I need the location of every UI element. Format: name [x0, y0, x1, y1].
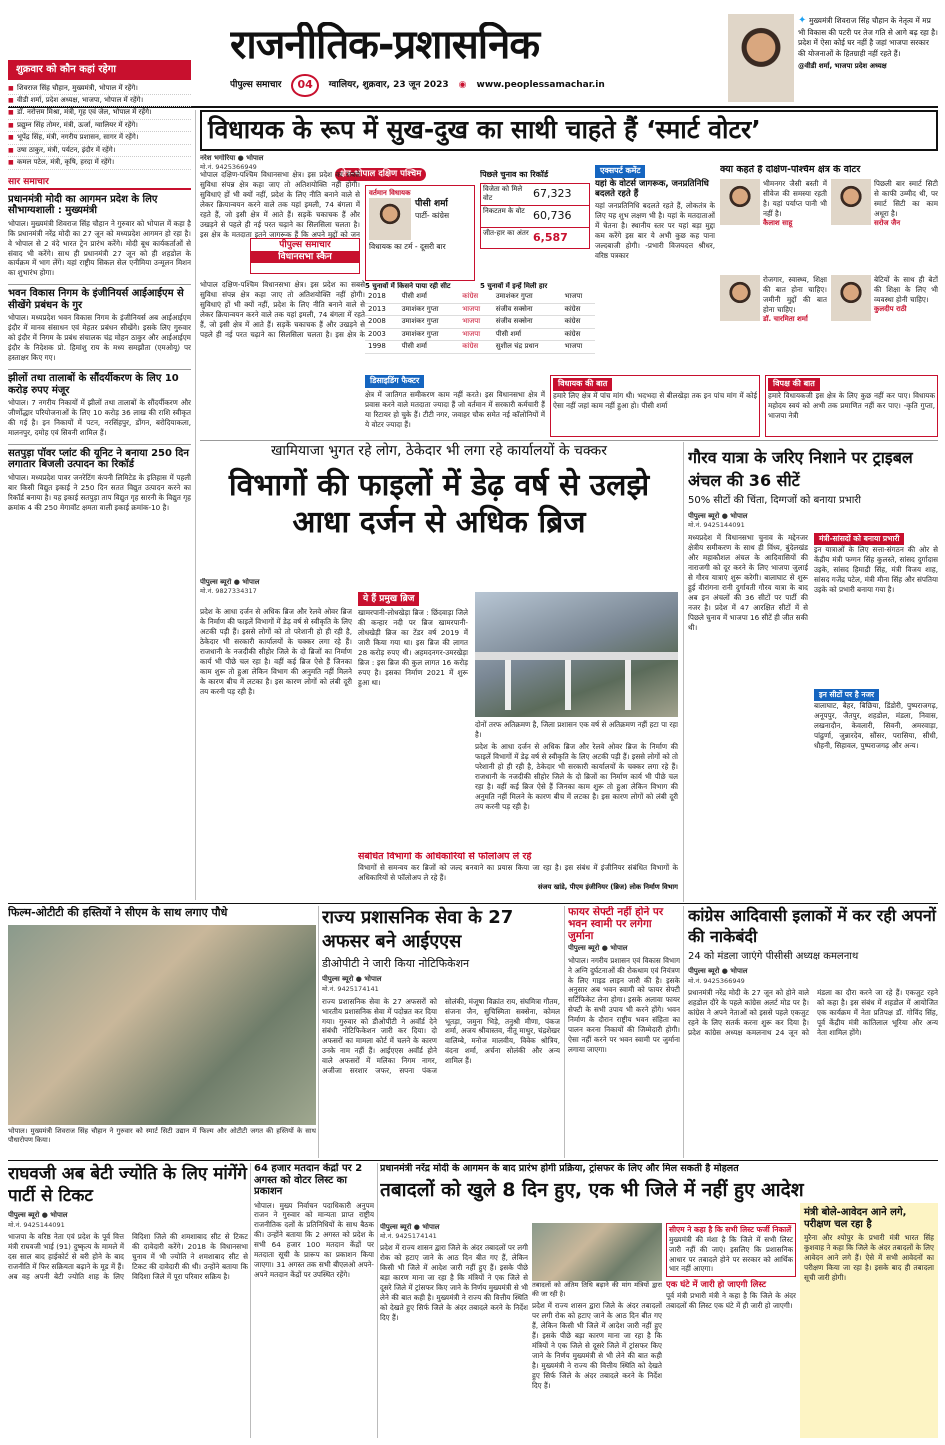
transfer-kicker: प्रधानमंत्री नरेंद्र मोदी के आगमन के बाद प्रारंभ होगी प्रक्रिया, ट्रांसफर के लिए और मिल सकती है मोहलत — [380, 1163, 739, 1174]
brief-title: प्रधानमंत्री मोदी का आगमन प्रदेश के लिए सौभाग्यशाली : मुख्यमंत्री — [8, 193, 158, 217]
result-row — [481, 228, 589, 249]
cell-party: भाजपा — [459, 316, 492, 328]
mla-party: पार्टी- कांग्रेस — [415, 210, 450, 220]
ias-story — [322, 906, 560, 1158]
byline — [200, 578, 320, 596]
voter-quote — [720, 275, 827, 367]
byline — [322, 975, 560, 993]
tweet-handle: @वीडी शर्मा, भाजपा प्रदेश अध्यक्ष — [798, 61, 887, 70]
logo-line1: पीपुल्स समाचार — [279, 240, 331, 250]
congress-subhead: 24 को मंडला जाएंगे पीसीसी अध्यक्ष कमलनाथ — [688, 950, 859, 962]
cell-year: 2018 — [365, 291, 399, 303]
page-number: 04 — [291, 74, 318, 97]
mla-name: पीसी शर्मा — [415, 199, 448, 210]
raghav-headline: राघवजी अब बेटी ज्योति के लिए मांगेंगे पार्टी से टिकट — [8, 1164, 247, 1207]
table-row — [365, 328, 595, 340]
byline-name: पीपुल्स ब्यूरो ● भोपाल — [380, 1223, 440, 1231]
transfer-box — [666, 1223, 796, 1438]
brief — [8, 444, 191, 513]
byline-name: पीपुल्स ब्यूरो ● भोपाल — [8, 1211, 68, 1220]
history-table — [365, 291, 595, 353]
list-item: ■ उषा ठाकुर, मंत्री, पर्यटन, इंदौर में रहेंगे। — [8, 145, 191, 157]
voterlist-headline: 64 हजार मतदान केंद्रों पर 2 अगस्त को वोटर लिस्ट का प्रकाशन — [254, 1163, 363, 1197]
list-item: ■ शिवराज सिंह चौहान, मुख्यमंत्री, भोपाल में रहेंगे। — [8, 83, 191, 95]
voter-name: कुलदीप राठी — [874, 304, 907, 313]
mla-label: वर्तमान विधायक — [369, 189, 411, 197]
ias-subhead: डीओपीटी ने जारी किया नोटिफिकेशन — [322, 956, 470, 970]
cell-year: 2003 — [365, 328, 399, 340]
cell-loser: उमाशंकर गुप्ता — [493, 291, 562, 303]
byline — [8, 1211, 248, 1229]
who-where-list — [8, 83, 191, 170]
result-value: 67,323 — [533, 186, 572, 200]
top-story-body-side: भोपाल दक्षिण-पश्चिम विधानसभा क्षेत्र। इस प्रदेश का सबसे सुविधा संपन्न क्षेत्र कहा जाए तो अतिशयोक्ति नहीं होगी। सुविधाएं हों भी क्यों नहीं, प्रदेश के लिए नीति बनाने वाले से लेकर क्रियान्वयन करने वाले तक यहां इमली, 74 बंगला में रहते हैं, जो इसी क्षेत्र में आते हैं। सड़कें चकाचक हैं और उखड़ने से पहले ही नई परत चढ़ाने का सिलसिला चलता है। इस क्षेत्र के मतदाता इतने जागरूक हैं कि अपने मुद्दों को जन — [200, 170, 360, 238]
cell-party: कांग्रेस — [561, 328, 595, 340]
opposition-talk — [765, 375, 938, 437]
bridge-note-tag: संबंधित विभागों के अधिकारियों से फॉलोअप ले रहे — [358, 852, 532, 862]
transfer-headline: तबादलों को खुले 8 दिन हुए, एक भी जिले में नहीं हुए आदेश — [380, 1178, 804, 1201]
brief-title: भवन विकास निगम के इंजीनियर्स आईआईएम से सीखेंगे प्रबंधन के गुर — [8, 288, 184, 311]
voters-box — [720, 165, 938, 375]
congress-story — [688, 906, 938, 1158]
byline-name: पीपुल्स ब्यूरो ● भोपाल — [322, 975, 382, 984]
portrait-photo — [728, 14, 794, 102]
result-label: निकटतम के वोट — [483, 206, 525, 215]
left-column — [8, 60, 191, 900]
gaurav-story — [688, 446, 938, 902]
tweet-box — [728, 14, 938, 104]
election-history — [365, 282, 595, 374]
twitter-bird-icon: ✦ — [798, 15, 807, 26]
byline — [688, 512, 938, 530]
voter-text: भीमनगर जैसी बस्ती में सीवेज की समस्या रहती है। यहां पर्याप्त पानी भी नहीं है। — [763, 178, 827, 218]
result-label: जीत-हार का अंतर — [483, 228, 529, 237]
bridge-note — [358, 852, 678, 907]
cell-winner: उमाशंकर गुप्ता — [399, 303, 460, 315]
film-caption: भोपाल। मुख्यमंत्री शिवराज सिंह चौहान ने गुरुवार को स्मार्ट सिटी उद्यान में फिल्म और ओटीटी जगत की हस्तियों के साथ पौधारोपण किया। — [8, 1126, 316, 1145]
minister-body: मुरैना और श्योपुर के प्रभारी मंत्री भारत सिंह कुशवाह ने कहा कि जिले के अंदर तबादलों के लिए आवेदन आने लगे हैं। ऐसे में सभी आवेदनों का परीक्षण किया जा रहा है। इसके बाद ही तबादला सूची जारी होगी। — [804, 1233, 934, 1282]
cm-box — [666, 1223, 796, 1277]
cell-loser: संजीव सक्सेना — [493, 316, 562, 328]
cell-loser: पीसी शर्मा — [493, 328, 562, 340]
byline-mobile: मो.नं. 9827334317 — [200, 587, 257, 596]
byline-mobile: मो.नं. 9425366949 — [200, 163, 257, 172]
voter-photo — [831, 179, 871, 225]
page-title: राजनीतिक-प्रशासनिक — [230, 22, 540, 68]
deciding-factor — [365, 375, 545, 437]
fire-headline: फायर सेफ्टी नहीं होने पर भवन स्वामी पर लगेगा जुर्माना — [568, 906, 664, 943]
cell-year: 2008 — [365, 316, 399, 328]
cell-loser: सुशील चंद्र प्रधान — [493, 341, 562, 353]
voters-header: क्या कहते हैं दक्षिण-पश्चिम क्षेत्र के वोटर — [720, 165, 861, 175]
publication-name: पीपुल्स समाचार — [230, 80, 282, 91]
brief-body: भोपाल। 7 नगरीय निकायों में झीलों तथा तालाबों के सौंदर्यीकरण और जीर्णोद्धार परियोजनाओं के लिए 10 करोड़ 36 लाख की राशि स्वीकृत की गई है। इन निकायों में पटन, नरसिंहपुर, डोंगन, बरोदियाकला, मालनपुर, दमोह एवं सिवनी शामिल हैं। — [8, 398, 191, 437]
voter-name: कैलाश साहू — [763, 218, 793, 227]
bridge-list-tag: ये हैं प्रमुख ब्रिज — [358, 592, 419, 606]
cell-winner: पीसी शर्मा — [399, 341, 460, 353]
brief-body: भोपाल। मुख्यमंत्री शिवराज सिंह चौहान ने गुरुवार को भोपाल में कहा है कि प्रधानमंत्री नरेंद्र मोदी का 27 जून को मध्यप्रदेश आगमन हो रहा है। वे भोपाल से 2 वंदे भारत ट्रेन प्रारंभ करेंगे। मोदी बूथ कार्यकर्ताओं से संवाद भी करेंगे। साथ ही प्रधानमंत्री 27 जून को ही शहडोल के कार्यक्रम में भाग लेंगे। यहां राष्ट्रीय सिकल सेल एनीमिया उन्मूलन मिशन का शुभारंभ होगा। — [8, 218, 191, 278]
cell-party: कांग्रेस — [561, 303, 595, 315]
list-box-body: पूर्व मंत्री प्रभारी मंत्री ने कहा है कि जिले के अंदर तबादलों की लिस्ट एक घंटे में ही जारी हो जाएगी। — [666, 1291, 796, 1311]
brief-body: भोपाल। मध्यप्रदेश पावर जनरेटिंग कंपनी लिमिटेड के इतिहास में पहली बार किसी विद्युत इकाई ने 250 दिन सतत विद्युत उत्पादन करने का रिकॉर्ड बनाया है। यह इकाई सतपुड़ा ताप विद्युत गृह सारनी के विद्युत गृह क्रमांक 4 की 250 मेगावॉट क्षमता वाली इकाई क्रमांक-10 है। — [8, 472, 191, 512]
fire-body: भोपाल। नगरीय प्रशासन एवं विकास विभाग ने अग्नि दुर्घटनाओं की रोकथाम एवं नियंत्रण के लिए गाइड लाइन जारी की है। इसके अनुसार अब भवन स्वामी को फायर सेफ्टी सर्टिफिकेट लेना होगा। इसके अलावा फायर सेफ्टी के सभी उपाय भी करने होंगे। भवन निर्माण के दौरान राष्ट्रीय भवन संहिता का पालन करना निकायों की जिम्मेदारी होगी। ऐसा नहीं करने पर भवन स्वामी पर जुर्माना लगाया जाएगा। — [568, 955, 680, 1055]
bridge-headline: विभागों की फाइलों में डेढ़ वर्ष से उलझे आधा दर्जन से अधिक ब्रिज — [228, 467, 650, 541]
voter-text: बेटियों के साथ ही बेटों की शिक्षा के लिए भी व्यवस्था होनी चाहिए। — [874, 274, 938, 304]
voter-photo — [831, 275, 871, 321]
transfer-body-2: प्रदेश में राज्य शासन द्वारा जिले के अंदर तबादलों पर लगी रोक को हटाए जाने के आठ दिन बीत गए हैं, लेकिन किसी भी जिले में आदेश जारी नहीं हुए हैं। इसके पीछे बड़ा कारण माना जा रहा है कि मंत्रियों ने एक जिले से दूसरे जिले में ट्रांसफर किए जाने के निर्णय मुख्यमंत्री से भी लेने की बात कही है। मुख्यमंत्री ने राज्य की वित्तीय स्थिति को देखते हुए सिर्फ जिले के अंदर तबादले करने के निर्देश दिए हैं। — [532, 1301, 662, 1390]
list-box-tag: एक घंटे में जारी हो जाएगी लिस्ट — [666, 1280, 767, 1291]
cell-winner: उमाशंकर गुप्ता — [399, 316, 460, 328]
list-item: ■ कमल पटेल, मंत्री, कृषि, हरदा में रहेंगे। — [8, 157, 191, 169]
bridge-story — [200, 442, 678, 907]
congress-headline: कांग्रेस आदिवासी इलाकों में कर रही अपनों की नाकेबंदी — [688, 906, 936, 946]
film-story — [8, 906, 316, 1156]
voter-quote — [831, 275, 938, 367]
table-row — [365, 316, 595, 328]
byline-name: पीपुल्स ब्यूरो ● भोपाल — [688, 967, 748, 976]
mla-talk — [550, 375, 760, 437]
list-item: ■ वीडी शर्मा, प्रदेश अध्यक्ष, भाजपा, भोपाल में रहेंगे। — [8, 95, 191, 107]
list-item: ■ भूपेंद्र सिंह, मंत्री, नगरीय प्रशासन, सागर में रहेंगे। — [8, 132, 191, 144]
raghav-story — [8, 1163, 248, 1438]
bridge-note-sig: संजय खांडे, पीएम इंजीनियर (ब्रिज) लोक निर्माण विभाग — [537, 882, 678, 891]
cell-year: 1998 — [365, 341, 399, 353]
voter-name: सरोज जैन — [874, 218, 901, 227]
expert-comment — [595, 165, 715, 375]
cell-party: कांग्रेस — [561, 316, 595, 328]
list-item: ■ प्रद्युम्न सिंह तोमर, मंत्री, ऊर्जा, ग्वालियर में रहेंगे। — [8, 120, 191, 132]
bridge-kicker: खामियाजा भुगत रहे लोग, ठेकेदार भी लगा रहे कार्यालयों के चक्कर — [270, 443, 608, 459]
cell-winner: पीसी शर्मा — [399, 291, 460, 303]
mla-term: विधायक का टर्म - दूसरी बार — [369, 242, 446, 252]
bridge-body-right: प्रदेश के आधा दर्जन से अधिक ब्रिज और रेलवे ओवर ब्रिज के निर्माण की फाइलें विभागों में डेढ़ वर्ष से स्वीकृति के लिए अटकी पड़ी हैं। इससे लोगों को तो परेशानी हो ही रही है, ठेकेदार भी सरकारी कार्यालयों के चक्कर लगा रहे हैं। राजधानी के नजदीकी सीहोर जिले के दो ब्रिजों का निर्माण कार्य भी पीछे चल रहा है। वहीं कई ब्रिज ऐसे हैं जिनका काम शुरू तो हुआ लेकिन विभाग की अनुमति नहीं मिलने के कारण बीच में लटका है। इस कारण लोगों को लंबी दूरी तय करनी पड़ रही है। — [475, 742, 678, 811]
cell-party: कांग्रेस — [459, 341, 492, 353]
bridge-caption: दोनों तरफ अतिक्रमण है, जिला प्रशासन एक वर्ष से अतिक्रमण नहीं हटा पा रहा है। — [475, 720, 678, 739]
opp-talk-tag: विपक्ष की बात — [768, 378, 820, 391]
bridge-body: प्रदेश के आधा दर्जन से अधिक ब्रिज और रेलवे ओवर ब्रिज के निर्माण की फाइलें विभागों में डेढ़ वर्ष से स्वीकृति के लिए अटकी पड़ी हैं। इससे लोगों को तो परेशानी हो ही रही है, ठेकेदार भी सरकारी कार्यालयों के चक्कर लगा रहे हैं। राजधानी के नजदीकी सीहोर जिले के दो ब्रिजों का निर्माण कार्य भी पीछे चल रहा है। वहीं कई ब्रिज ऐसे हैं जिनका काम शुरू तो हुआ लेकिन विभाग की अनुमति नहीं मिलने के कारण बीच में लटका है। इस कारण लोगों को लंबी दूरी तय करनी पड़ रही है। — [200, 607, 352, 696]
byline-mobile: मो.नं. 9425144091 — [8, 1220, 65, 1229]
gaurav-box1-body: इन यात्राओं के लिए सत्ता-संगठन की ओर से केंद्रीय मंत्री फग्गन सिंह कुलस्ते, सांसद दुर्गादास उइके, सांसद हिमाद्री सिंह, मंत्री विजय शाह, सांसद गजेंद्र पटेल, मंत्री मीना सिंह और संपतिया उइके को प्रभारी बनाया गया है। — [814, 545, 938, 594]
result-value: 60,736 — [533, 208, 572, 222]
cell-party: भाजपा — [459, 328, 492, 340]
results-box — [480, 170, 590, 285]
cell-loser: संजीव सक्सेना — [493, 303, 562, 315]
byline-mobile: मो.नं. 9425174141 — [322, 984, 379, 993]
cell-party: भाजपा — [561, 341, 595, 353]
voter-quote — [831, 179, 938, 271]
brief-body: भोपाल। मध्यप्रदेश भवन विकास निगम के इंजीनियर्स अब आईआईएम इंदौर में मानव संसाधन एवं मेहतर प्रबंधन सीखेंगे। इसके लिए गुरुवार को इंदौर में निगम के प्रबंध संचालक चंद्र मोहन ठाकुर और आईआईएम इंदौर के निदेशक प्रो. हिमांशु राय के मध्य समझौता (एमओयू) पर हस्ताक्षर किए गए। — [8, 313, 191, 363]
result-row — [481, 206, 589, 228]
table-row — [365, 291, 595, 303]
gaurav-subhead: 50% सीटों की चिंता, दिग्गजों को बनाया प्रभारी — [688, 495, 861, 507]
transfer-left — [380, 1223, 528, 1438]
constituency-tag: क्षेत्र-भोपाल दक्षिण पश्चिम — [335, 168, 426, 181]
top-story-headline: विधायक के रूप में सुख-दुख का साथी चाहते हैं ‘स्मार्ट वोटर’ — [200, 110, 938, 151]
cell-party: भाजपा — [561, 291, 595, 303]
fire-story — [568, 906, 680, 1158]
expert-body: यहां जनप्रतिनिधि बदलते रहते हैं, लोकतंत्र के लिए यह शुभ लक्षण भी है। यहां के मतदाताओं में चेतना है। स्थानीय स्तर पर यहां बड़ा मुद्दा कम करेंगे इस बार ये अभी कुछ कह पाना जल्दबाजी होगी। -प्रभारी विजयदत्त श्रीधर, वरिष्ठ पत्रकार — [595, 201, 715, 261]
vidhansabha-scan-logo — [250, 238, 360, 274]
brief — [8, 194, 191, 279]
factor-tag: डिसाइडिंग फैक्टर — [365, 375, 424, 388]
history-left-header: 5 चुनावों में किसने पाया रही सीट — [365, 282, 451, 290]
transfer-story — [380, 1163, 938, 1438]
result-row — [481, 184, 589, 206]
byline-name: नरेश भगोरिया ● भोपाल — [200, 154, 264, 162]
voter-photo — [720, 179, 760, 225]
brief-title: सतपुड़ा पॉवर प्लांट की यूनिट ने बनाया 250 दिन लगातार बिजली उत्पादन का रिकॉर्ड — [8, 447, 189, 471]
minister-box — [800, 1203, 938, 1438]
voter-photo — [720, 275, 760, 321]
transfer-middle — [532, 1223, 662, 1438]
congress-body: प्रधानमंत्री नरेंद्र मोदी के 27 जून को होने वाले शहडोल दौरे के पहले कांग्रेस अलर्ट मोड पर है। कांग्रेस ने अपने नेताओं को इससे पहले एकजुट रहने के लिए सतर्क करना शुरू कर दिया है। प्रदेश कांग्रेस अध्यक्ष कमलनाथ 24 जून को मंडला का दौरा करने जा रहे हैं। एकजुट रहने को कहा है। इस संबंध में शहडोल में आयोजित एक कार्यक्रम में नेता प्रतिपक्ष डॉ. गोविंद सिंह, पूर्व केंद्रीय मंत्री कांतिलाल भूरिया और अन्य नेता शामिल होंगे। — [688, 988, 938, 1038]
mla-talk-body: हमारे लिए क्षेत्र में पांच मांग थी। भदभदा से बीलखेड़ा तक इन पांच मांग में कोई ऐसा नहीं जहां काम नहीं हुआ हो। पीसी शर्मा — [553, 390, 757, 410]
bridge-illustration — [475, 592, 678, 717]
byline-name: पीपुल्स ब्यूरो ● भोपाल — [568, 944, 628, 953]
byline-name: पीपुल्स ब्यूरो ● भोपाल — [688, 511, 748, 520]
factor-body: क्षेत्र में जातिगत समीकरण काम नहीं करते। इस विधानसभा क्षेत्र में प्रवास करने वाले मतदाता ज्यादा हैं जो वर्तमान में सरकारी कर्मचारी हैं या रिटायर हो चुके हैं। टीटी नगर, जवाहर चौक समेत नई कॉलोनियों में ये वोटर ज्यादा हैं। — [365, 389, 545, 429]
opp-talk-body: हमारे विधायकजी इस क्षेत्र के लिए कुछ नहीं कर पाए। विधायक महोदय स्वयं को अभी तक प्रमाणित नहीं कर पाए। -कृति गुप्ता, भाजपा नेत्री — [768, 390, 935, 420]
masthead: राजनीतिक-प्रशासनिक पीपुल्स समाचार 04 ग्वालियर, शुक्रवार, 23 जून 2023 ◉ www.peoplessamachar.in — [230, 22, 700, 102]
film-photo — [8, 925, 316, 1125]
saar-header: सार समाचार — [8, 176, 191, 190]
byline — [380, 1223, 528, 1241]
gaurav-box2-tag: इन सीटों पर है नजर — [814, 689, 879, 701]
history-right-header: 5 चुनावों में इन्हें मिली हार — [480, 282, 548, 290]
mla-photo — [369, 198, 411, 240]
bridge-photo — [475, 592, 678, 717]
byline-mobile: मो.नं. 9425366949 — [688, 976, 745, 985]
cell-year: 2013 — [365, 303, 399, 315]
brief — [8, 284, 191, 363]
expert-headline: यहां के वोटर्स जागरूक, जनप्रतिनिधि बदलते रहते हैं — [595, 178, 709, 199]
cell-party: भाजपा — [459, 303, 492, 315]
byline-mobile: मो.नं. 9425144091 — [688, 521, 745, 530]
tweet-text: मुख्यमंत्री शिवराज सिंह चौहान के नेतृत्व में मप्र भी विकास की पटरी पर तेज गति से आगे बढ़ रहा है। प्रदेश में ऐसा कोई घर नहीं है जहां भाजपा सरकार की योजनाओं के हितग्राही नहीं रहते हैं। — [798, 16, 938, 59]
gaurav-body: मध्यप्रदेश में विधानसभा चुनाव के मद्देनजर क्षेत्रीय समीकरण के साथ ही विंध्य, बुंदेलखंड और महाकौशल अंचल के आदिवासियों की नाराजगी को दूर करने के लिए भाजपा जुलाई से गौरव यात्राएं शुरू करेगी। बालाघाट से शुरू हुई वीरांगना रानी दुर्गावती गौरव यात्रा के बाद अब इन अंचलों की 36 सीटों पर पार्टी की नजर है। प्रदेश में 47 आरक्षित सीटों में से पिछले चुनाव में भाजपा 16 सीटें ही जीत सकी थी। — [688, 533, 808, 632]
bridge-list-body: खामरपानी-लोधखेड़ा ब्रिज : छिंदवाड़ा जिले की कन्हार नदी पर ब्रिज खामरपानी-लोधखेड़ी ब्रिज का टेंडर वर्ष 2019 में जारी किया गया था। इस ब्रिज की लागत 28 करोड़ रुपए थी। अहमदनगर-उमरखेड़ा ब्रिज : इस ब्रिज की कुल लागत 16 करोड़ रुपए है। इसका निर्माण 2021 में शुरू हुआ था। — [358, 608, 468, 687]
voter-text: पिछली बार स्मार्ट सिटी से काफी उम्मीद थी, पर स्मार्ट सिटी का काम अधूरा है। — [874, 178, 938, 218]
ias-body: राज्य प्रशासनिक सेवा के 27 अफसरों को भारतीय प्रशासनिक सेवा में पदोन्नत कर दिया गया। गुरुवार को डीओपीटी ने अवॉर्ड देने संबंधी नोटिफिकेशन जारी कर दिया। दो अफसरों का मामला कोर्ट में चलने के कारण उनके नाम नहीं हैं। आईएएस अवॉर्ड होने वाले अफसरों में मलिका निगम नागर, अजीजा सरशार जफर, सपना पंकज सोलंकी, मंजूषा विक्रांत राय, संघमित्रा गौतम, संजना जैन, सुचिस्मिता सक्सेना, कोमल भूतड़ा, जमुना भिड़े, तनुश्री मीणा, पंकज शर्मा, अजय श्रीवास्तव, नीतू माथुर, चंद्रशेखर वालिम्बे, मनोज मालवीय, विवेक श्रोत्रिय, वंदना शर्मा, अर्चना सोलंकी और अन्य शामिल हैं। — [322, 996, 560, 1076]
top-story-body: भोपाल दक्षिण-पश्चिम विधानसभा क्षेत्र। इस प्रदेश का सबसे सुविधा संपन्न क्षेत्र कहा जाए तो अतिशयोक्ति नहीं होगी। सुविधाएं हों भी क्यों नहीं, प्रदेश के लिए नीति बनाने वाले से लेकर क्रियान्वयन करने वाले तक यहां इमली, 74 बंगला में रहते हैं, जो इसी क्षेत्र में आते हैं। सड़कें चकाचक हैं और उखड़ने से पहले ही नई परत चढ़ाने का सिलसिला चलता है। इस क्षेत्र के — [200, 280, 365, 339]
transfer-body: प्रदेश में राज्य शासन द्वारा जिले के अंदर तबादलों पर लगी रोक को हटाए जाने के आठ दिन बीत गए हैं, लेकिन किसी भी जिले में आदेश जारी नहीं हुए हैं। इसके पीछे बड़ा कारण माना जा रहा है कि मंत्रियों ने एक जिले से दूसरे जिले में ट्रांसफर किए जाने के निर्णय मुख्यमंत्री से भी लेने की बात कही है। मुख्यमंत्री ने राज्य की वित्तीय स्थिति को देखते हुए सिर्फ जिले के अंदर तबादले करने के निर्देश दिए हैं। — [380, 1243, 528, 1322]
brief — [8, 369, 191, 438]
brief-title: झीलों तथा तालाबों के सौंदर्यीकरण के लिए 10 करोड़ रुपए मंजूर — [8, 373, 179, 396]
raghav-body: भाजपा के वरिष्ठ नेता एवं प्रदेश के पूर्व वित्त मंत्री राघवजी भाई (91) दुष्कृत्य के मामले में दस साल बाद हाईकोर्ट से बरी होने के बाद राजनीति में फिर सक्रियता बढ़ाने के मूड में हैं। अब वह अपनी बेटी ज्योति शाह के लिए विदिशा जिले की शमशाबाद सीट से टिकट की दावेदारी करेंगे। 2018 के विधानसभा चुनाव में भी ज्योति ने शमशाबाद सीट से टिकट की दावेदारी की थी। उन्होंने बताया कि विदिशा जिले में पूरा परिवार सक्रिय है। — [8, 1232, 248, 1282]
ias-headline: राज्य प्रशासनिक सेवा के 27 अफसर बने आईएएस — [322, 907, 514, 953]
gaurav-box1-tag: मंत्री-सांसदों को बनाया प्रभारी — [814, 533, 904, 545]
expert-tag: एक्सपर्ट कमेंट — [595, 165, 645, 178]
byline-mobile: मो.नं. 9425174141 — [380, 1232, 437, 1241]
cell-winner: उमाशंकर गुप्ता — [399, 328, 460, 340]
transfer-caption: तबादलों को अंतिम तिथि बढ़ाने की मांग मंत्रियों द्वारा की जा रही है। — [532, 1281, 662, 1299]
cell-party: कांग्रेस — [459, 291, 492, 303]
minister-headline: मंत्री बोले-आवेदन आने लगे, परीक्षण चल रहा है — [804, 1207, 907, 1230]
logo-line2: विधानसभा स्कैन — [251, 251, 359, 263]
voterlist-body: भोपाल। मुख्य निर्वाचन पदाधिकारी अनुपम राजन ने गुरुवार को मान्यता प्राप्त राष्ट्रीय राजनीतिक दलों के प्रतिनिधियों के साथ बैठक की। उन्होंने बताया कि 2 अगस्त को प्रदेश के सभी 64 हजार 100 मतदान केंद्रों पर मतदाता सूची के प्रारूप का प्रकाशन किया जाएगा। 31 अगस्त तक सभी बीएलओ अपने-अपने मतदान केंद्रों पर उपस्थित रहेंगे। — [254, 1200, 374, 1280]
top-story — [200, 110, 938, 440]
film-kicker: फिल्म-ओटीटी की हस्तियों ने सीएम के साथ लगाए पौधे — [8, 906, 228, 919]
voter-text: रोजगार, स्वास्थ्य, शिक्षा की बात होना चाहिए। जमीनी मुद्दों की बात होना चाहिए। — [763, 274, 827, 314]
table-row — [365, 303, 595, 315]
who-where-header: शुक्रवार को कौन कहां रहेगा — [8, 60, 191, 80]
cm-box-tag: सीएम ने कहा है कि सभी लिस्ट फर्जी निकालें — [669, 1225, 792, 1234]
voter-name: डॉ. चारमिता शर्मा — [763, 314, 808, 323]
secretariat-photo — [532, 1223, 662, 1281]
cm-box-body: मुख्यमंत्री की मंशा है कि जिले में सभी लिस्ट जारी नहीं की जाएं। इसलिए कि प्रशासनिक आधार पर तबादले होने पर सरकार को आर्थिक भार नहीं आएगा। — [669, 1234, 793, 1274]
dateline: ग्वालियर, शुक्रवार, 23 जून 2023 — [328, 80, 449, 91]
bridge-list — [358, 592, 468, 847]
list-item: ■ डॉ. नरोत्तम मिश्रा, मंत्री, गृह एवं जेल, भोपाल में रहेंगे। — [8, 107, 191, 119]
result-label: विजेता को मिले वोट — [483, 184, 523, 203]
bridge-note-body: विभागों से समन्वय कर ब्रिजों को जल्द बनवाने का प्रयास किया जा रहा है। इस संबंध में इंजीनियर संबंधित विभागों के अधिकारियों से फॉलोअप ले रहे हैं। — [358, 862, 678, 882]
voterlist-story — [254, 1163, 374, 1438]
voter-quote — [720, 179, 827, 271]
gaurav-box2-body: बालाघाट, बैहर, बिछिया, डिंडोरी, पुष्पराजगढ़, अनूपपुर, जैतपुर, शहडोल, मंडला, निवास, लखनादौन, केवलारी, सिवनी, अमरवाड़ा, पांढुर्णा, जुन्नारदेव, सौंसर, परासिया, सीधी, धौहनी, सिहावल, पुष्पराजगढ़ और अन्य। — [814, 701, 938, 751]
byline-name: पीपुल्स ब्यूरो ● भोपाल — [200, 578, 260, 586]
gaurav-headline: गौरव यात्रा के जरिए निशाने पर ट्राइबल अंचल की 36 सीटें — [688, 448, 913, 491]
mla-box — [365, 185, 475, 281]
results-header: पिछले चुनाव का रिकॉर्ड — [480, 170, 549, 179]
byline — [688, 967, 938, 985]
result-value: 6,587 — [533, 230, 568, 244]
mla-talk-tag: विधायक की बात — [553, 378, 612, 391]
table-row — [365, 341, 595, 353]
website[interactable]: www.peoplessamachar.in — [476, 80, 605, 91]
